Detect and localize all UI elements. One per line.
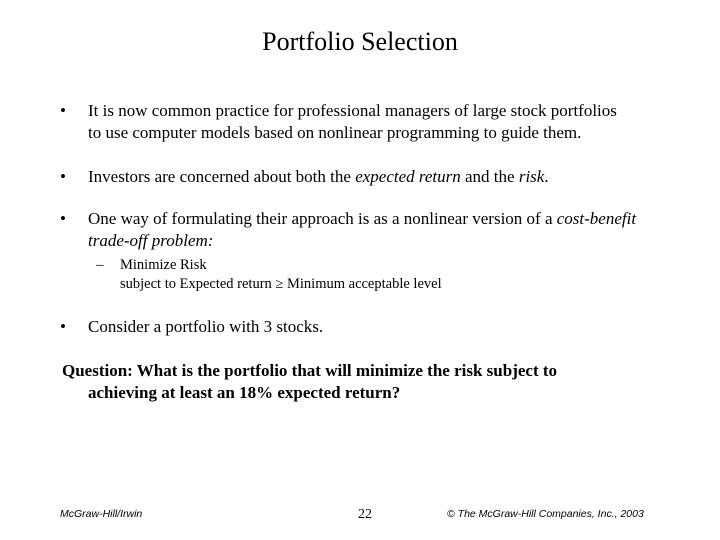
bullet-2-text	[88, 166, 668, 188]
footer-copyright: © The McGraw-Hill Companies, Inc., 2003	[447, 508, 644, 520]
sub-bullet-text	[120, 256, 620, 294]
bullet-3-text	[88, 208, 643, 252]
bullet-1-text	[88, 100, 668, 144]
question-line-2: achieving at least an 18% expected return?	[88, 383, 401, 402]
sub-bullet-line-2: subject to Expected return ≥ Minimum acceptable level	[120, 276, 442, 292]
bullet-2-pre: Investors are concerned about both the	[88, 167, 356, 186]
question-line-1: Question: What is the portfolio that will minimize the risk subject to	[62, 361, 558, 380]
bullet-2-risk: risk	[518, 167, 545, 186]
bullet-marker: •	[60, 209, 66, 228]
bullet-marker: •	[60, 317, 66, 336]
slide-title: Portfolio Selection	[262, 27, 458, 56]
bullet-marker: •	[60, 101, 66, 120]
bullet-4-text: Consider a portfolio with 3 stocks.	[88, 317, 324, 336]
bullet-2-post: .	[544, 167, 549, 186]
bullet-2-expected-return: expected return	[355, 167, 461, 186]
bullet-marker: •	[60, 167, 66, 186]
bullet-3-pre: One way of formulating their approach is as a nonlinear version of a	[88, 209, 557, 228]
footer-publisher: McGraw-Hill/Irwin	[60, 508, 143, 520]
bullet-1-line-1: It is now common practice for professional managers of large stock portfolios	[88, 101, 617, 120]
bullet-1-line-2: to use computer models based on nonlinear programming to guide them.	[88, 123, 582, 142]
bullet-2-mid: and the	[460, 167, 519, 186]
question-text	[62, 360, 662, 404]
sub-bullet-line-1: Minimize Risk	[120, 257, 207, 273]
sub-bullet-dash: –	[96, 257, 104, 273]
bullet-3-emphasis: cost-benefit trade-off problem:	[88, 209, 637, 250]
page-number: 22	[358, 507, 372, 522]
